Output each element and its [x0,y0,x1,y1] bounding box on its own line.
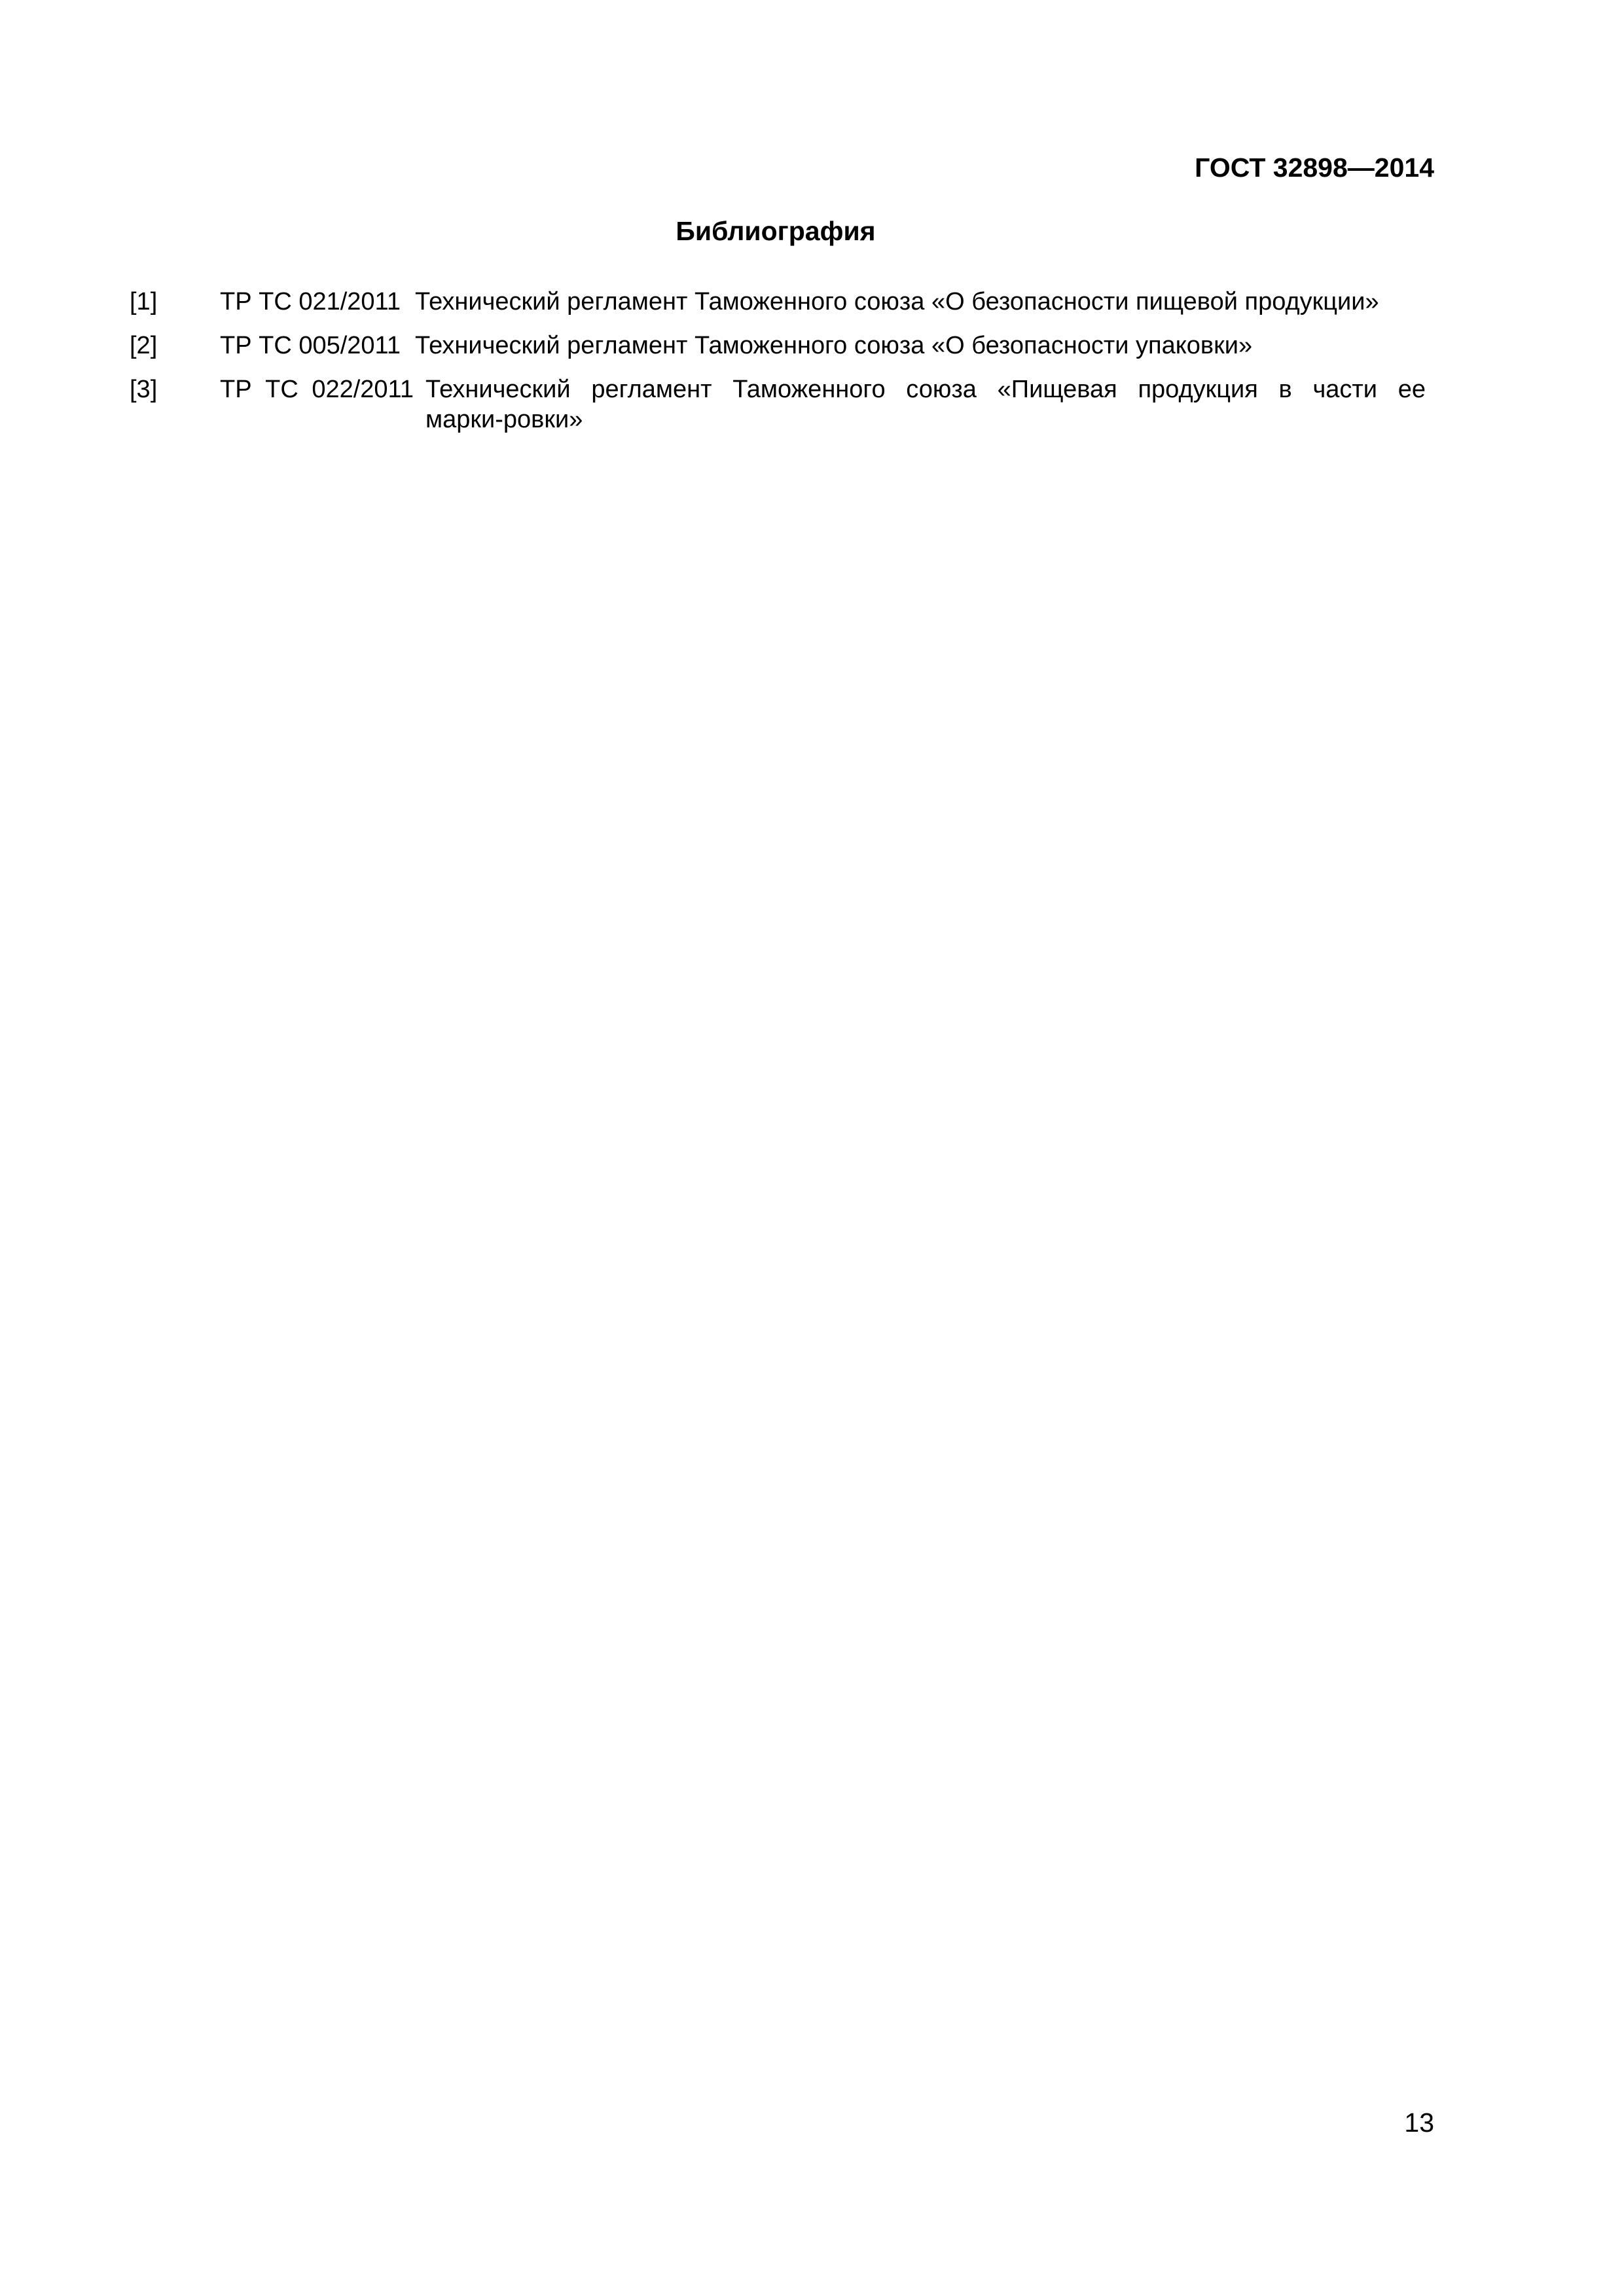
bibliography-entry-code: ТР ТС 022/2011 [220,376,414,403]
bibliography-entry [130,374,1426,435]
bibliography-entry-text: Технический регламент Таможенного союза «Пищевая продукция в части ее марки-ровки» [425,376,1426,433]
bibliography-entry [130,287,1426,317]
bibliography-entry-code: ТР ТС 021/2011 [220,288,401,315]
bibliography-entry [130,331,1426,361]
bibliography-entry-text: Технический регламент Таможенного союза «О безопасности пищевой продукции» [415,288,1379,315]
bibliography-entry-code: ТР ТС 005/2011 [220,332,401,359]
page-number: 13 [1404,2108,1434,2138]
bibliography-list [130,287,1426,448]
section-title: Библиография [676,216,876,246]
document-standard-id: ГОСТ 32898—2014 [1195,152,1434,183]
bibliography-entry-number: [2] [130,332,158,359]
bibliography-entry-number: [1] [130,288,158,315]
bibliography-entry-number: [3] [130,376,158,403]
bibliography-entry-text: Технический регламент Таможенного союза «О безопасности упаковки» [415,332,1253,359]
